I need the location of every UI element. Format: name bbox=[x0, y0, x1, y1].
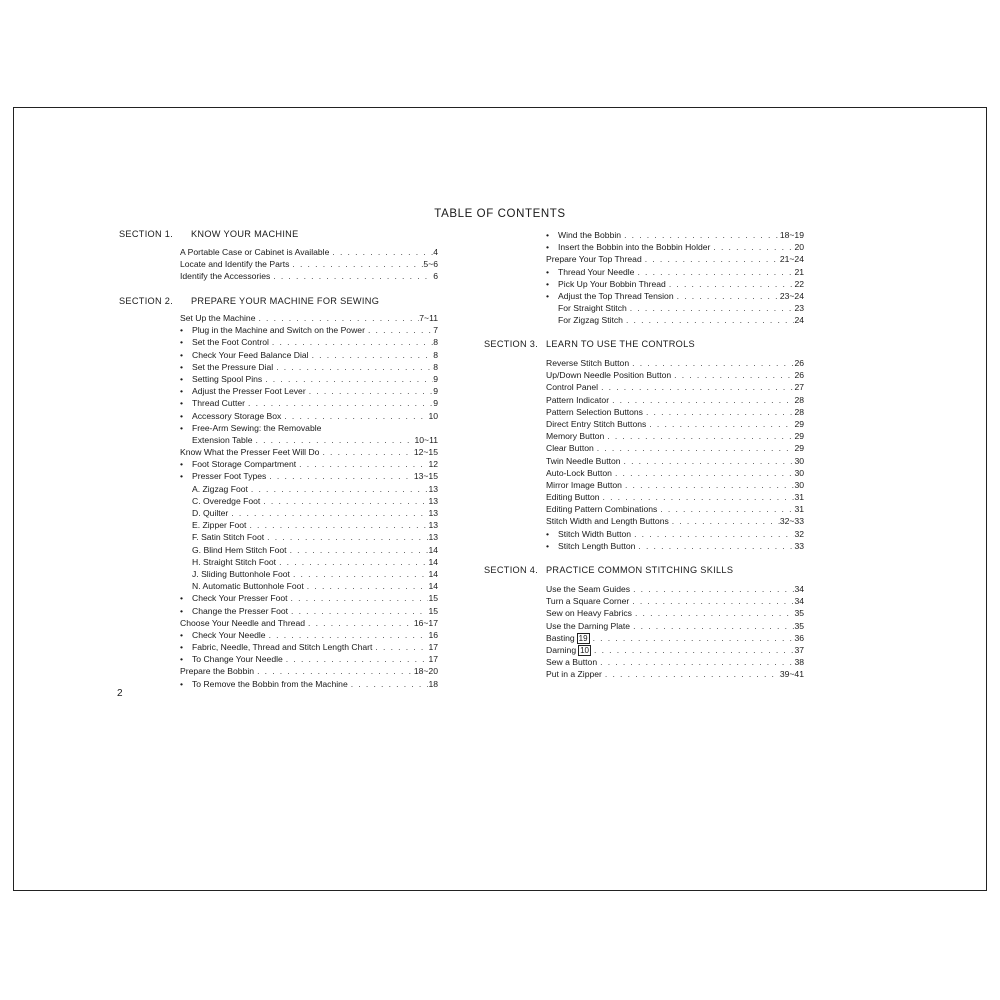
toc-entry[interactable]: • Check Your Feed Balance Dial . . . 8 bbox=[180, 349, 438, 361]
section-2-entries bbox=[180, 312, 438, 690]
toc-entry[interactable]: • Accessory Storage Box . . . 10 bbox=[180, 410, 438, 422]
toc-entry[interactable]: • Fabric, Needle, Thread and Stitch Length Chart . . . 17 bbox=[180, 641, 438, 653]
toc-entry[interactable]: • Free-Arm Sewing: the Removable bbox=[180, 422, 438, 434]
toc-entry[interactable]: A. Zigzag Foot . . . 13 bbox=[180, 483, 438, 495]
section-4-entries bbox=[546, 583, 804, 681]
toc-entry[interactable]: • Adjust the Top Thread Tension . . . 23~24 bbox=[546, 290, 804, 302]
toc-entry[interactable]: Editing Pattern Combinations . . . 31 bbox=[546, 503, 804, 515]
toc-entry[interactable]: Use the Darning Plate . . . 35 bbox=[546, 620, 804, 632]
toc-entry[interactable]: H. Straight Stitch Foot . . . 14 bbox=[180, 556, 438, 568]
toc-entry[interactable]: • Stitch Width Button . . . 32 bbox=[546, 528, 804, 540]
toc-entry[interactable]: • Adjust the Presser Foot Lever . . . 9 bbox=[180, 385, 438, 397]
toc-entry[interactable]: • To Remove the Bobbin from the Machine . . . 18 bbox=[180, 678, 438, 690]
toc-entry[interactable]: Sew a Button . . . 38 bbox=[546, 656, 804, 668]
toc-entry[interactable]: • Thread Your Needle . . . 21 bbox=[546, 266, 804, 278]
section-4-header bbox=[484, 565, 733, 575]
toc-entry[interactable]: • Set the Foot Control . . . 8 bbox=[180, 336, 438, 348]
toc-entry[interactable]: • Plug in the Machine and Switch on the Power . . . 7 bbox=[180, 324, 438, 336]
pattern-number-box: 10 bbox=[580, 645, 590, 655]
section-label: SECTION 3. bbox=[484, 339, 539, 349]
toc-entry[interactable]: Auto-Lock Button . . . 30 bbox=[546, 467, 804, 479]
section-label: SECTION 4. bbox=[484, 565, 539, 575]
toc-entry[interactable]: E. Zipper Foot . . . 13 bbox=[180, 519, 438, 531]
toc-entry[interactable]: Prepare Your Top Thread . . . 21~24 bbox=[546, 253, 804, 265]
section-heading: PREPARE YOUR MACHINE FOR SEWING bbox=[191, 296, 380, 306]
section-label: SECTION 2. bbox=[119, 296, 174, 306]
toc-entry[interactable]: Mirror Image Button . . . 30 bbox=[546, 479, 804, 491]
toc-entry[interactable]: • Stitch Length Button . . . 33 bbox=[546, 540, 804, 552]
toc-entry[interactable]: Twin Needle Button . . . 30 bbox=[546, 455, 804, 467]
toc-entry[interactable]: J. Sliding Buttonhole Foot . . . 14 bbox=[180, 568, 438, 580]
toc-entry[interactable]: Direct Entry Stitch Buttons . . . 29 bbox=[546, 418, 804, 430]
toc-entry[interactable]: • Wind the Bobbin . . . 18~19 bbox=[546, 229, 804, 241]
section-3-header bbox=[484, 339, 695, 349]
toc-entry[interactable]: • Thread Cutter . . . 9 bbox=[180, 397, 438, 409]
toc-entry[interactable]: F. Satin Stitch Foot . . . 13 bbox=[180, 531, 438, 543]
toc-entry[interactable]: Stitch Width and Length Buttons . . . 32~33 bbox=[546, 515, 804, 527]
toc-entry[interactable]: C. Overedge Foot . . . 13 bbox=[180, 495, 438, 507]
toc-entry[interactable]: G. Blind Hem Stitch Foot . . . 14 bbox=[180, 544, 438, 556]
page-frame bbox=[13, 107, 987, 891]
section-3-entries bbox=[546, 357, 804, 552]
toc-entry[interactable]: Locate and Identify the Parts . . . 5~6 bbox=[180, 258, 438, 270]
toc-entry[interactable]: Identify the Accessories . . . 6 bbox=[180, 270, 438, 282]
toc-entry[interactable]: • Set the Pressure Dial . . . 8 bbox=[180, 361, 438, 373]
toc-entry[interactable]: For Straight Stitch . . . 23 bbox=[546, 302, 804, 314]
page-number: 2 bbox=[117, 688, 123, 699]
toc-entry[interactable]: • Check Your Needle . . . 16 bbox=[180, 629, 438, 641]
section-1-header bbox=[119, 229, 299, 239]
section-2-header bbox=[119, 296, 379, 306]
toc-entry[interactable]: A Portable Case or Cabinet is Available . . . 4 bbox=[180, 246, 438, 258]
toc-entry[interactable]: Put in a Zipper . . . 39~41 bbox=[546, 668, 804, 680]
toc-entry[interactable]: Use the Seam Guides . . . 34 bbox=[546, 583, 804, 595]
toc-entry[interactable]: Pattern Selection Buttons . . . 28 bbox=[546, 406, 804, 418]
pattern-number-box: 19 bbox=[578, 633, 588, 643]
toc-entry[interactable]: D. Quilter . . . 13 bbox=[180, 507, 438, 519]
toc-entry[interactable]: Control Panel . . . 27 bbox=[546, 381, 804, 393]
toc-entry[interactable]: • Presser Foot Types . . . 13~15 bbox=[180, 470, 438, 482]
document-title: TABLE OF CONTENTS bbox=[434, 208, 566, 220]
toc-entry[interactable]: Darning 10 . . . 37 bbox=[546, 644, 804, 656]
toc-entry[interactable]: Up/Down Needle Position Button . . . 26 bbox=[546, 369, 804, 381]
toc-entry[interactable]: Pattern Indicator . . . 28 bbox=[546, 394, 804, 406]
section-heading: LEARN TO USE THE CONTROLS bbox=[546, 339, 695, 349]
toc-entry[interactable]: • Foot Storage Compartment . . . 12 bbox=[180, 458, 438, 470]
toc-entry[interactable]: Clear Button . . . 29 bbox=[546, 442, 804, 454]
toc-entry[interactable]: • Check Your Presser Foot . . . 15 bbox=[180, 592, 438, 604]
toc-entry[interactable]: Memory Button . . . 29 bbox=[546, 430, 804, 442]
toc-entry[interactable]: Editing Button . . . 31 bbox=[546, 491, 804, 503]
section-2-continued-entries bbox=[546, 229, 804, 327]
toc-entry[interactable]: Prepare the Bobbin . . . 18~20 bbox=[180, 665, 438, 677]
toc-entry[interactable]: Set Up the Machine . . . 7~11 bbox=[180, 312, 438, 324]
toc-entry[interactable]: • Insert the Bobbin into the Bobbin Holder . . . 20 bbox=[546, 241, 804, 253]
toc-entry[interactable]: • Pick Up Your Bobbin Thread . . . 22 bbox=[546, 278, 804, 290]
section-heading: PRACTICE COMMON STITCHING SKILLS bbox=[546, 565, 734, 575]
toc-entry[interactable]: Reverse Stitch Button . . . 26 bbox=[546, 357, 804, 369]
toc-entry[interactable]: • Setting Spool Pins . . . 9 bbox=[180, 373, 438, 385]
toc-entry[interactable]: Basting 19 . . . 36 bbox=[546, 632, 804, 644]
section-heading: KNOW YOUR MACHINE bbox=[191, 229, 299, 239]
toc-entry[interactable]: Choose Your Needle and Thread . . . 16~17 bbox=[180, 617, 438, 629]
toc-entry[interactable]: • To Change Your Needle . . . 17 bbox=[180, 653, 438, 665]
toc-entry[interactable]: Extension Table . . . 10~11 bbox=[180, 434, 438, 446]
toc-entry[interactable]: Sew on Heavy Fabrics . . . 35 bbox=[546, 607, 804, 619]
toc-entry[interactable]: Turn a Square Corner . . . 34 bbox=[546, 595, 804, 607]
toc-entry[interactable]: Know What the Presser Feet Will Do . . . 12~15 bbox=[180, 446, 438, 458]
section-label: SECTION 1. bbox=[119, 229, 174, 239]
section-1-entries bbox=[180, 246, 438, 283]
toc-entry[interactable]: For Zigzag Stitch . . . 24 bbox=[546, 314, 804, 326]
toc-entry[interactable]: N. Automatic Buttonhole Foot . . . 14 bbox=[180, 580, 438, 592]
toc-entry[interactable]: • Change the Presser Foot . . . 15 bbox=[180, 605, 438, 617]
